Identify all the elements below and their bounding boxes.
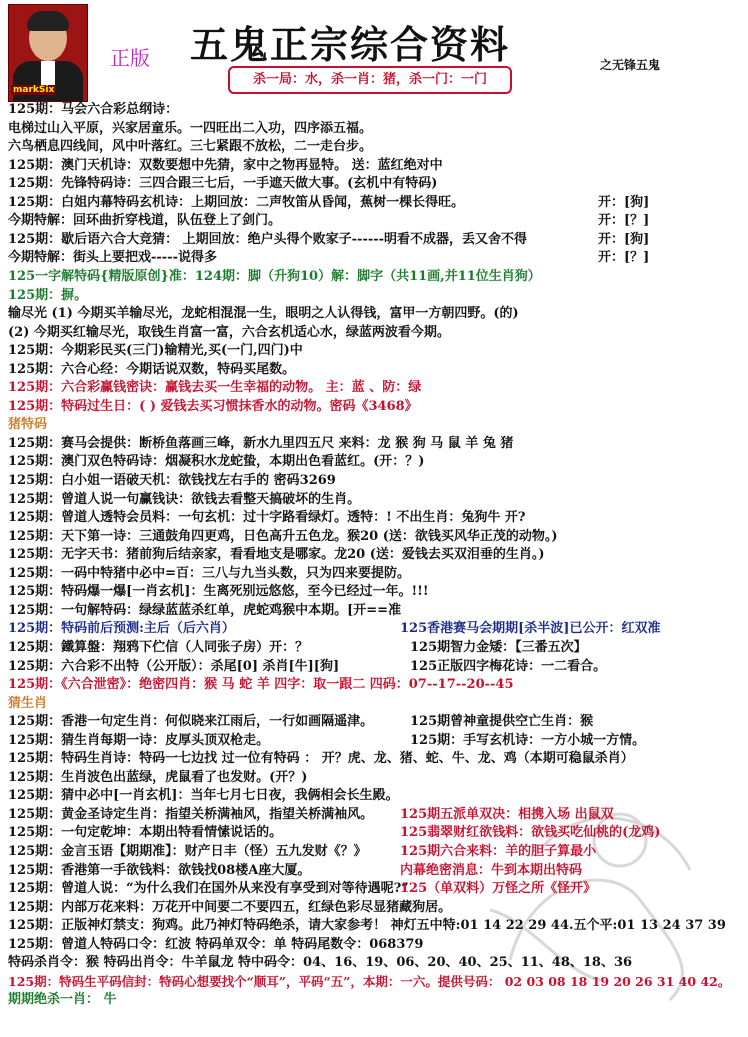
text-line: 125期：无字天书：猪前狗后结亲家，看看地支是哪家。龙20 (送：爱钱去买双泪垂的生肖。): [8, 547, 545, 563]
text-line: 125期：今期彩民买(三门)输精光,买(一门,四门)中: [8, 343, 303, 359]
text-line: 125期：曾道人透特会员料：一句玄机：过十字路看绿灯。透特：! 不出生肖：兔狗牛 开?: [8, 510, 526, 526]
text-line: 125期：白姐内幕特码玄机诗：上期回放：二声牧笛从昏闻，蕉树一棵长得旺。: [8, 194, 465, 210]
photo-hair: [27, 11, 69, 31]
text-line-right: 开：[？]: [598, 250, 650, 266]
text-line: 今期特解：街头上要把戏-----说得多: [8, 250, 217, 266]
text-line-right: 125翡翠财红欲钱料：欲钱买吃仙桃的(龙鸡): [400, 825, 661, 841]
page-title: 五鬼正宗综合资料: [190, 22, 511, 67]
zhengban-label: 正版: [110, 46, 150, 70]
text-line: 125期：《六合泄密》：绝密四肖：猴 马 蛇 羊 四字：取一跟二 四码：07--17--20--45: [8, 677, 514, 693]
text-line: 125期：一句解特码：绿绿蓝蓝杀红单，虎蛇鸡猴中本期。[开==准: [8, 602, 402, 618]
text-line: 125期：鐵算盤：翔鸦下伫信（人同张子房）开：？: [8, 639, 309, 655]
text-line: 125期：内部万花来料：万花开中间要二不要四五，红绿色彩尽显猪藏狗居。: [8, 899, 452, 915]
text-line: 猪特码: [8, 417, 48, 433]
author-photo: [8, 4, 88, 102]
text-line: 125期：澳门天机诗：双数要想中先猜，家中之物再显特。 送：蓝红绝对中: [8, 157, 443, 173]
text-line: 今期特解：回环曲折穿栈道，队伍登上了剑门。: [8, 213, 282, 229]
text-line: 125期：金言玉语【期期准】：财产日丰（怪）五九发财《？》: [8, 844, 367, 859]
text-line: 125期：摒。: [8, 287, 88, 303]
text-line: 输尽光 (1) 今期买羊输尽光，龙蛇相混混一生，眼明之人认得钱，富甲一方朝四野。(的): [8, 306, 519, 322]
text-line: 125期：特码生平码信封：特码心想要找个“顺耳”，平码“五”，本期：一六。提供号码： 02 03 08 18 19 20 26 31 40 42。: [8, 973, 731, 989]
text-line-right: 125期六合来料：羊的胆子算最小: [400, 844, 597, 859]
text-line: 电梯过山入平原，兴家居童乐。一四旺出二入功，四序添五福。: [8, 120, 373, 136]
text-line: 125期：马会六合彩总纲诗：: [8, 102, 179, 117]
text-line: 125一字解特码{精版原创}准：124期：脚（升狗10）解：脚字（共11画,并11位生肖狗）: [8, 268, 541, 284]
text-line-right: 125香港赛马会期期[杀半波]已公开：红双准: [400, 621, 661, 637]
text-line: 125期：生肖波色出蓝绿，虎鼠看了也发财。(开？): [8, 769, 308, 785]
text-line: (2) 今期买红输尽光，取钱生肖富一富，六合玄机适心水，绿蓝两波看今期。: [8, 324, 450, 340]
text-line: 特码杀肖令：猴 特码出肖令：牛羊鼠龙 特中码令：04、16、19、06、20、40、25、11、48、18、36: [8, 955, 633, 971]
text-line-right: 开：[狗]: [598, 194, 650, 210]
text-line: 125期：赛马会提供：断桥鱼落画三峰，新水九里四五尺 来料：龙 猴 狗 马 鼠 羊 兔 猪: [8, 435, 514, 451]
text-line-right: 125期：手写玄机诗：一方小城一方情。: [410, 732, 646, 748]
text-line: 125期：曾道人特码口令：红波 特码单双令：单 特码尾数令：068379: [8, 936, 424, 952]
text-line: 125期：天下第一诗：三通鼓角四更鸡，日色高升五色龙。猴20 (送：欲钱买风华正茂的动物。): [8, 528, 558, 544]
text-line: 125期：先锋特码诗：三四合跟三七后，一手遮天做大事。(玄机中有特码): [8, 176, 438, 192]
text-line: 125期：六合心经：今期话说双数，特码买尾数。: [8, 361, 296, 377]
text-line: 125期：猜生肖每期一诗：皮厚头顶双枪走。: [8, 732, 270, 748]
text-line: 125期：澳门双色特码诗：烟凝积水龙蛇蛰，本期出色看蓝红。(开：？): [8, 454, 425, 470]
text-line-right: 125期五派单双决：相携入场 出鼠双: [400, 806, 614, 822]
text-line-right: 125期智力金矮：【三番五次】: [410, 639, 587, 655]
text-line: 125期：黄金圣诗定生肖：指望关桥满袖风，指望关桥满袖风。: [8, 806, 374, 822]
text-line-right: 125（单双料）万怪之所《怪开》: [400, 881, 597, 897]
text-line: 六鸟栖息四线间，风中叶落红。三七紧跟不放松，二一走台步。: [8, 139, 373, 155]
text-line-right: 125期曾神童提供空亡生肖：猴: [410, 714, 594, 730]
text-line: 猜生肖: [8, 695, 48, 711]
text-line-right: 开：[？]: [598, 213, 650, 229]
text-line: 125期：一码中特猪中必中=百：三八与九当头数，只为四来要提防。: [8, 565, 411, 581]
text-line: 125期：六合彩不出特（公开版）：杀尾[0] 杀肖[牛][狗]: [8, 658, 340, 674]
text-line: 125期：曾道人说：“为什么我们在国外从来没有享受到对等待遇呢?”: [8, 881, 409, 897]
text-line: 期期绝杀一肖： 牛: [8, 992, 117, 1008]
text-line-right: 125正版四字梅花诗：一二看合。: [410, 658, 607, 674]
text-line: 125期：香港一句定生肖：何似晓来江雨后，一行如画隔遥津。: [8, 714, 374, 730]
text-line: 125期：六合彩赢钱密诀：赢钱去买一生幸福的动物。 主：蓝 、防：绿: [8, 380, 422, 396]
text-line: 125期：特码过生日：( ) 爱钱去买习惯抹香水的动物。密码《3468》: [8, 398, 418, 414]
text-line: 125期：曾道人说一句赢钱诀：欲钱去看整天搞破坏的生肖。: [8, 491, 361, 507]
text-line: 125期：特码生肖诗：特码一七边找 过一位有特码 ： 开？虎、龙、猪、蛇、牛、龙、鸡（本期可稳鼠杀肖）: [8, 751, 634, 767]
text-line: 125期：特码前后预测:主后（后六肖）: [8, 621, 235, 637]
text-line: 125期：白小姐一语破天机：欲钱找左右手的 密码3269: [8, 473, 336, 488]
text-line: 125期：猜中必中[一肖玄机]：当年七月七日夜，我俩相会长生殿。: [8, 788, 399, 804]
kill-banner: 杀一局：水，杀一肖：猪，杀一门：一门: [228, 66, 512, 94]
text-line: 125期：歇后语六合大竞猜： 上期回放：绝户头得个败家子------明看不成器，丢又舍不得: [8, 231, 528, 247]
text-line: 125期：一句定乾坤：本期出特看情愫说话的。: [8, 825, 283, 841]
photo-tag: markSix: [13, 85, 55, 95]
text-line: 125期：正版神灯禁支：狗鸡。此乃神灯特码绝杀，请大家参考！ 神灯五中特:01 14 22 29 44.五个平:01 13 24 37 39: [8, 918, 726, 934]
text-line: 125期：特码爆一爆[一肖玄机]：生离死别远悠悠，至今已经过一年。!!!: [8, 584, 429, 600]
text-line: 125期：香港第一手欲钱料：欲钱找08楼A座大厦。: [8, 862, 311, 878]
text-line-right: 开：[狗]: [598, 231, 650, 247]
text-line-right: 内幕绝密消息：牛到本期出特码: [400, 862, 583, 878]
author-label: 之无锋五鬼: [600, 58, 661, 72]
